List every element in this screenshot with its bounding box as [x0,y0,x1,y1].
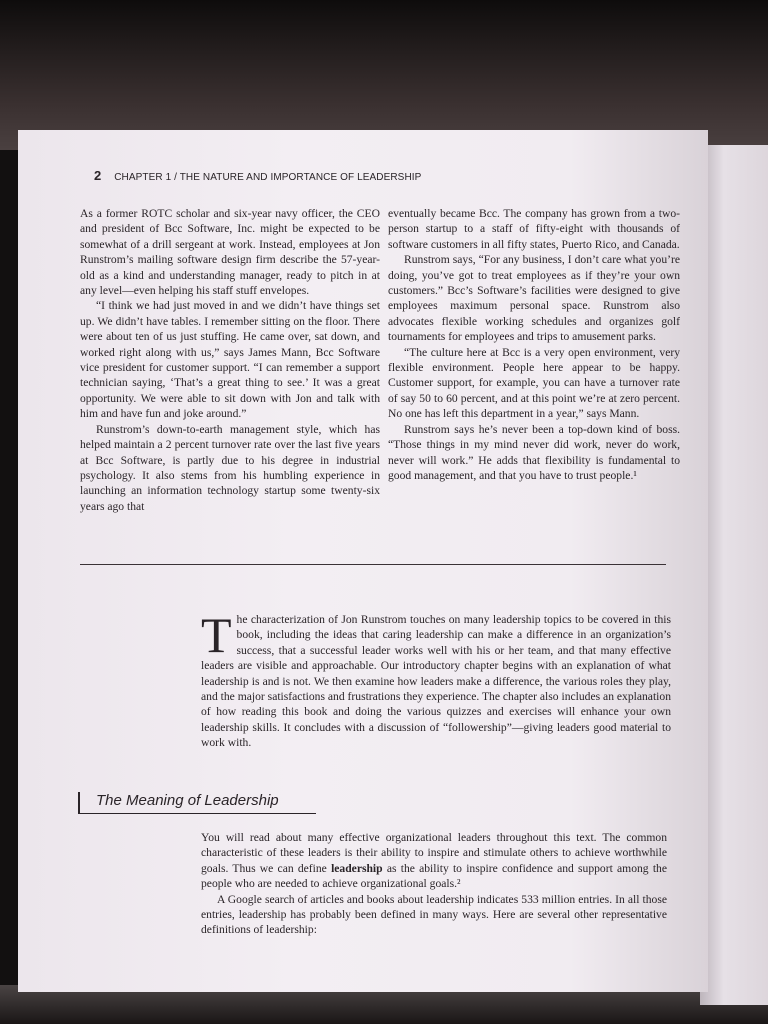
section-divider [80,564,666,565]
backdrop-top [0,0,768,150]
facing-page-edge [700,145,768,1005]
opening-case-right-column [388,206,680,483]
text-run: as the ability to inspire confidence and support among the people who are needed to achieve organizational goals.² [201,861,667,891]
book-page [18,130,708,992]
section-heading: The Meaning of Leadership [78,792,316,814]
intro-text: he characterization of Jon Runstrom touches on many leadership topics to be covered in this book, including the ideas that caring leadership can make a difference in an organization’s success, that a successful leader works well with his or her team, and that many effective leaders are visible and approachable. Our introductory chapter begins with an explanation of what leadership is and is not. We then examine how leaders make a difference, the various roles they play, and the major satisfactions and frustrations they experience. The chapter also includes an explanation of how reading this book and doing the various quizzes and exercises will enhance your own leadership skills. It concludes with a discussion of “followership”—giving leaders good material to work with. [201,613,671,750]
paragraph: “I think we had just moved in and we didn’t have things set up. We didn’t have tables. I remember sitting on the floor. There were about ten of us just stuffing. He came over, sat down, and worked right along with us,” says James Mann, Bcc Software vice president for customer support. “I can remember a support technician saying, ‘That’s a great thing to see.’ It was a great opportunity. We were able to sit down with Jon and talk with him and have fun and joke around.” [80,299,380,421]
paragraph: Runstrom’s down-to-earth management style, which has helped maintain a 2 percent turnover rate over the last five years at Bcc Software, is partly due to his degree in industrial psychology. It also stems from his humbling experience in launching an information technology startup some twenty-six years ago that [80,422,380,513]
opening-case-left-column [80,206,380,514]
paragraph: A Google search of articles and books about leadership indicates 533 million entries. In all those entries, leadership has probably been defined in many ways. Here are several other representative definitions of leadership: [201,892,667,937]
page-number: 2 [94,168,102,183]
section-body [201,830,667,938]
text-run: You will read about many effective organizational leaders throughout this text. The common characteristic of these leaders is their ability to inspire and stimulate others to achieve worthwhile goals. Thus we can define [201,831,667,875]
running-header [94,168,421,183]
paragraph: As a former ROTC scholar and six-year navy officer, the CEO and president of Bcc Software, Inc. might be expected to be somewhat of a drill sergeant at work. Instead, employees at Jon Runstrom’s mailing software design firm describe the 57-year-old as a kind and understanding manager, ready to pitch in at any level—even helping his staff stuff envelopes. [80,207,380,298]
paragraph: “The culture here at Bcc is a very open environment, very flexible environment. People here appear to be happy. Customer support, for example, you can have a turnover rate of say 50 to 60 percent, and at this point we’re at zero percent. No one has left this department in a year,” says Mann. [388,345,680,421]
paragraph: Runstrom says he’s never been a top-down kind of boss. “Those things in my mind never did work, never do work, never will work.” He adds that flexibility is fundamental to good management, and that you have to trust people.¹ [388,422,680,482]
chapter-intro [201,607,671,751]
paragraph [201,830,667,892]
paragraph: eventually became Bcc. The company has grown from a two-person startup to a staff of fifty-eight with thousands of software customers in all fifty states, Puerto Rico, and Canada. [388,207,680,251]
chapter-title: CHAPTER 1 / THE NATURE AND IMPORTANCE OF LEADERSHIP [114,172,422,183]
key-term: leadership [331,861,383,875]
drop-cap: T [201,607,232,663]
paragraph: Runstrom says, “For any business, I don’t care what you’re doing, you’ve got to treat employees as if they’re your own customers.” Bcc’s Software’s facilities were designed to give employees maximum personal space. Runstrom also advocates flexible working schedules and organizes golf tournaments for employees and trips to amusement parks. [388,253,680,344]
